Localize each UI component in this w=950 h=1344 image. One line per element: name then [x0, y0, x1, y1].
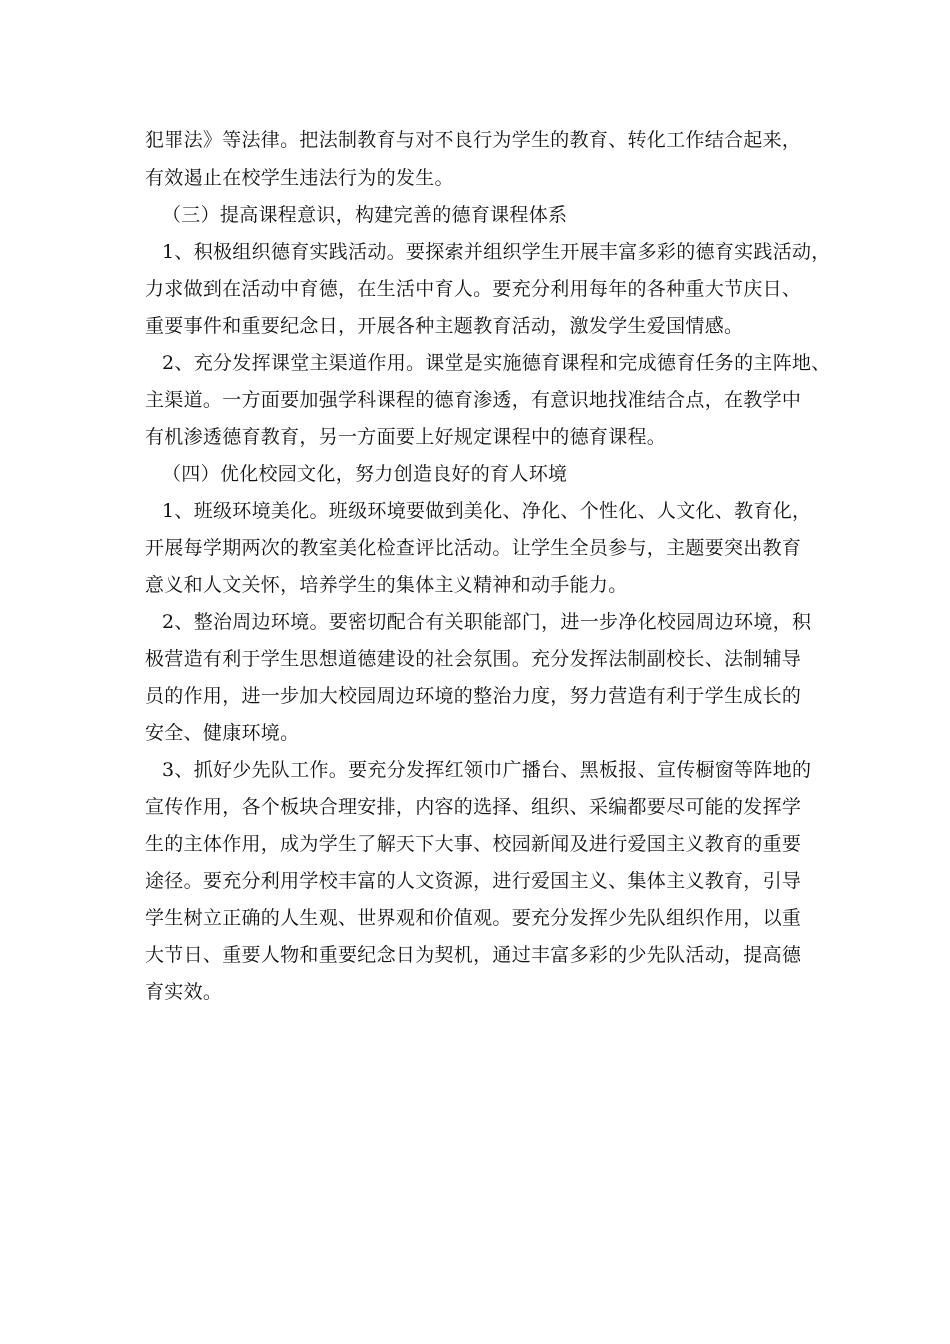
section-heading: （三）提高课程意识，构建完善的德育课程体系	[162, 204, 568, 226]
section-heading: （四）优化校园文化，努力创造良好的育人环境	[162, 463, 568, 485]
text-line: 有效遏止在校学生违法行为的发生。	[145, 167, 454, 189]
text-line: 重要事件和重要纪念日，开展各种主题教育活动，激发学生爱国情感。	[145, 315, 744, 337]
text-line: 有机渗透德育教育，另一方面要上好规定课程中的德育课程。	[145, 426, 667, 448]
text-line: 大节日、重要人物和重要纪念日为契机，通过丰富多彩的少先队活动，提高德	[145, 944, 802, 966]
text-line: 2、充分发挥课堂主渠道作用。课堂是实施德育课程和完成德育任务的主阵地、	[162, 352, 831, 374]
text-line: 育实效。	[145, 981, 223, 1003]
text-line: 意义和人文关怀，培养学生的集体主义精神和动手能力。	[145, 574, 628, 596]
text-line: 途径。要充分利用学校丰富的人文资源，进行爱国主义、集体主义教育，引导	[145, 870, 802, 892]
text-line: 极营造有利于学生思想道德建设的社会氛围。充分发挥法制副校长、法制辅导	[145, 648, 802, 670]
text-line: 开展每学期两次的教室美化检查评比活动。让学生全员参与，主题要突出教育	[145, 537, 802, 559]
text-line: 员的作用，进一步加大校园周边环境的整治力度，努力营造有利于学生成长的	[145, 685, 802, 707]
text-line: 力求做到在活动中育德，在生活中育人。要充分利用每年的各种重大节庆日、	[145, 278, 802, 300]
text-line: 1、积极组织德育实践活动。要探索并组织学生开展丰富多彩的德育实践活动，	[162, 241, 831, 263]
text-line: 生的主体作用，成为学生了解天下大事、校园新闻及进行爱国主义教育的重要	[145, 833, 802, 855]
text-line: 2、整治周边环境。要密切配合有关职能部门，进一步净化校园周边环境，积	[162, 611, 812, 633]
text-line: 犯罪法》等法律。把法制教育与对不良行为学生的教育、转化工作结合起来，	[145, 129, 802, 151]
text-line: 安全、健康环境。	[145, 722, 300, 744]
text-line: 学生树立正确的人生观、世界观和价值观。要充分发挥少先队组织作用，以重	[145, 907, 802, 929]
text-line: 3、抓好少先队工作。要充分发挥红领巾广播台、黑板报、宣传橱窗等阵地的	[162, 759, 812, 781]
text-line: 1、班级环境美化。班级环境要做到美化、净化、个性化、人文化、教育化，	[162, 500, 812, 522]
text-line: 主渠道。一方面要加强学科课程的德育渗透，有意识地找准结合点，在教学中	[145, 389, 802, 411]
text-line: 宣传作用，各个板块合理安排，内容的选择、组织、采编都要尽可能的发挥学	[145, 796, 802, 818]
